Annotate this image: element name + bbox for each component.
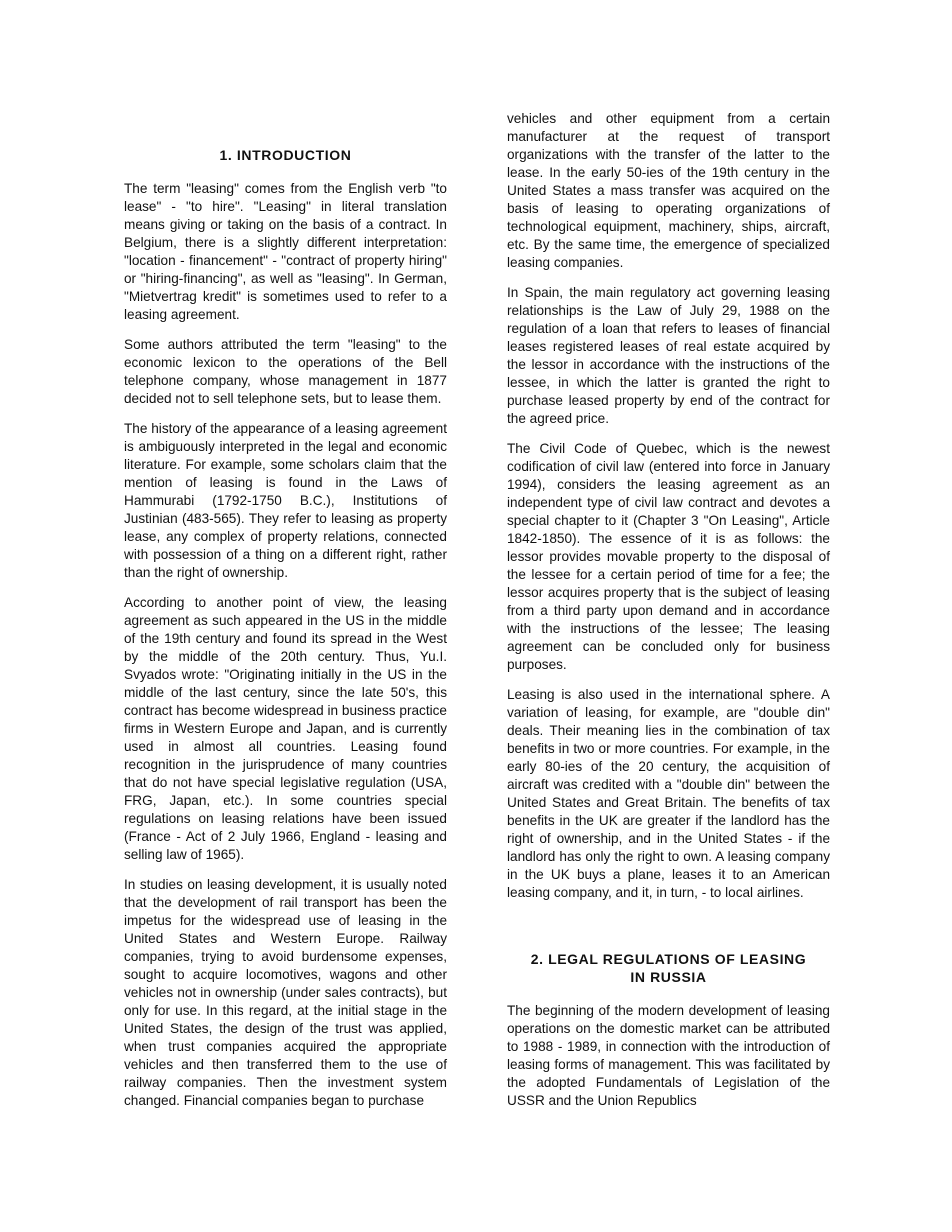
section-heading-legal-regulations — [507, 950, 830, 986]
paragraph: Some authors attributed the term "leasing" to the economic lexicon to the operations of the Bell telephone company, whose management in 1877 decided not to sell telephone sets, but to lease them. — [124, 337, 447, 406]
section-spacer — [507, 914, 830, 950]
paragraph: The term "leasing" comes from the English verb "to lease" - "to hire". "Leasing" in literal translation means giving or taking on the basis of a contract. In Belgium, there is a slightly different interpretation: "location - financement" - "contract of property hiring" or "hiring-financing", as well as "leasing". In German, "Mietvertrag kredit" is sometimes used to refer to a leasing agreement. — [124, 181, 447, 322]
paragraph: Leasing is also used in the international sphere. A variation of leasing, for example, are "double din" deals. Their meaning lies in the combination of tax benefits in two or more countries. For example, in the early 80-ies of the 20 century, the acquisition of aircraft was credited with a "double din" between the United States and Great Britain. The benefits of tax benefits in the UK are greater if the landlord has the right of ownership, and in the United States - if the landlord has only the right to own. A leasing company in the UK buys a plane, leases it to an American leasing company, and it, in turn, - to local airlines. — [507, 687, 830, 900]
left-column — [124, 146, 447, 1122]
paragraph: In Spain, the main regulatory act governing leasing relationships is the Law of July 29, 1988 on the regulation of a loan that refers to leases of financial leases registered leases of real estate acquired by the lessor in accordance with the instructions of the lessee, in which the latter is granted the right to purchase leased property by end of the contract for the agreed price. — [507, 285, 830, 426]
paragraph: The history of the appearance of a leasing agreement is ambiguously interpreted in the legal and economic literature. For example, some scholars claim that the mention of leasing is found in the Laws of Hammurabi (1792-1750 B.C.), Institutions of Justinian (483-565). They refer to leasing as property lease, any complex of property relations, connected with possession of a thing on a different right, rather than the right of ownership. — [124, 421, 447, 580]
right-column — [507, 110, 830, 1122]
section-heading-introduction: 1. INTRODUCTION — [219, 147, 352, 163]
paragraph: The Civil Code of Quebec, which is the newest codification of civil law (entered into force in January 1994), considers the leasing agreement as an independent type of civil law contract and devotes a special chapter to it (Chapter 3 "On Leasing", Article 1842-1850). The essence of it is as follows: the lessor provides movable property to the disposal of the lessee for a certain period of time for a fee; the lessor acquires property that is the subject of leasing from a third party upon demand and in accordance with the instructions of the lessee; The leasing agreement can be concluded only for business purposes. — [507, 441, 830, 672]
heading-line: IN RUSSIA — [630, 969, 707, 985]
paragraph: The beginning of the modern development of leasing operations on the domestic market can be attributed to 1988 - 1989, in connection with the introduction of leasing forms of management. This was facilitated by the adopted Fundamentals of Legislation of the USSR and the Union Republics — [507, 1003, 830, 1108]
paragraph: vehicles and other equipment from a certain manufacturer at the request of transport organizations with the transfer of the latter to the lease. In the early 50-ies of the 19th century in the United States a mass transfer was acquired on the basis of leasing to operating organizations of technological equipment, machinery, ships, aircraft, etc. By the same time, the emergence of specialized leasing companies. — [507, 111, 830, 270]
heading-line: 2. LEGAL REGULATIONS OF LEASING — [530, 951, 807, 967]
paragraph: According to another point of view, the leasing agreement as such appeared in the US in the middle of the 19th century and found its spread in the West by the middle of the 20th century. Thus, Yu.I. Svyados wrote: "Originating initially in the US in the middle of the last century, since the late 50's, this contract has become widespread in business practice firms in Western Europe and Japan, and is currently used in almost all countries. Leasing found recognition in the jurisprudence of many countries that do not have special legislative regulation (USA, FRG, Japan, etc.). In some countries special regulations on leasing relations have been issued (France - Act of 2 July 1966, England - leasing and selling law of 1965). — [124, 595, 447, 862]
paragraph: In studies on leasing development, it is usually noted that the development of rail transport has been the impetus for the widespread use of leasing in the United States and Western Europe. Railway companies, trying to avoid burdensome expenses, sought to acquire locomotives, wagons and other vehicles not in ownership (under sales contracts), but only for use. In this regard, at the initial stage in the United States, the design of the trust was applied, when trust companies acquired the appropriate vehicles and then transferred them to the use of railway companies. Then the investment system changed. Financial companies began to purchase — [124, 877, 447, 1108]
